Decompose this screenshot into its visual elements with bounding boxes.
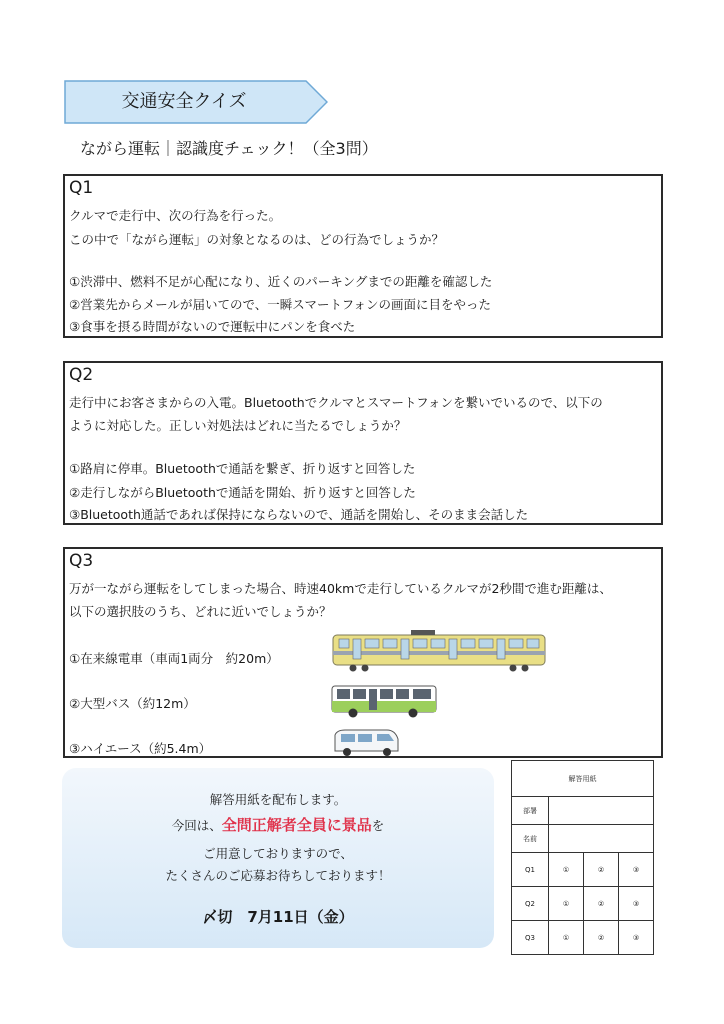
option-3: ③食事を摂る時間がないので運転中にパンを食べた [69, 319, 356, 334]
announcement-line: 解答用紙を配布します。 [209, 792, 347, 807]
question-label: Q3 [69, 551, 94, 571]
question-box-q2 [63, 361, 663, 525]
name-field[interactable] [549, 825, 654, 853]
name-label: 名前 [512, 825, 549, 853]
announcement-line: たくさんのご応募お待ちしております！ [165, 868, 391, 883]
prize-highlight: 全問正解者全員に景品 [221, 816, 372, 834]
question-box-q3 [63, 547, 663, 758]
answer-choice-2[interactable]: ② [584, 853, 619, 887]
train-icon [331, 629, 547, 673]
question-text: 以下の選択肢のうち、どれに近いでしょうか？ [69, 604, 332, 619]
question-text: 走行中にお客さまからの入電。Bluetoothでクルマとスマートフォンを繋いでいるので、以下の [69, 395, 603, 410]
question-text: ように対応した。正しい対処法はどれに当たるでしょうか？ [69, 418, 407, 433]
answer-choice-1[interactable]: ① [549, 921, 584, 955]
answer-row-label: Q3 [512, 921, 549, 955]
title-banner [64, 80, 328, 124]
question-label: Q2 [69, 365, 94, 385]
answer-choice-3[interactable]: ③ [619, 853, 654, 887]
option-1: ①在来線電車（車両1両分 約20m） [69, 651, 279, 666]
option-3: ③Bluetooth通話であれば保持にならないので、通話を開始し、そのまま会話した [69, 507, 529, 522]
answer-row-label: Q2 [512, 887, 549, 921]
announcement-panel [62, 768, 494, 948]
answer-choice-2[interactable]: ② [584, 887, 619, 921]
option-2: ②大型バス（約12m） [69, 696, 196, 711]
answer-choice-1[interactable]: ① [549, 853, 584, 887]
answer-row-label: Q1 [512, 853, 549, 887]
department-label: 部署 [512, 797, 549, 825]
department-field[interactable] [549, 797, 654, 825]
option-1: ①路肩に停車。Bluetoothで通話を繋ぎ、折り返すと回答した [69, 461, 416, 476]
deadline: 〆切 7月11日（金） [202, 908, 354, 926]
announcement-line [62, 814, 494, 835]
option-3: ③ハイエース（約5.4m） [69, 741, 212, 756]
question-text: 万が一ながら運転をしてしまった場合、時速40kmで走行しているクルマが2秒間で進む距離は、 [69, 581, 612, 596]
answer-choice-3[interactable]: ③ [619, 921, 654, 955]
page-title: 交通安全クイズ [121, 91, 247, 112]
question-text: この中で「ながら運転」の対象となるのは、どの行為でしょうか？ [69, 232, 445, 247]
van-icon [331, 727, 401, 757]
answer-sheet-title: 解答用紙 [512, 761, 654, 797]
answer-choice-1[interactable]: ① [549, 887, 584, 921]
answer-choice-3[interactable]: ③ [619, 887, 654, 921]
page-subtitle: ながら運転｜認識度チェック！（全3問） [80, 139, 378, 158]
option-1: ①渋滞中、燃料不足が心配になり、近くのパーキングまでの距離を確認した [69, 274, 493, 289]
announcement-text: を [371, 818, 385, 833]
answer-choice-2[interactable]: ② [584, 921, 619, 955]
question-text: クルマで走行中、次の行為を行った。 [69, 208, 282, 223]
question-label: Q1 [69, 178, 94, 198]
announcement-text: 今回は、 [171, 818, 222, 833]
bus-icon [331, 683, 437, 719]
announcement-line: ご用意しておりますので、 [203, 846, 353, 861]
option-2: ②営業先からメールが届いてので、一瞬スマートフォンの画面に目をやった [69, 297, 491, 312]
option-2: ②走行しながらBluetoothで通話を開始、折り返すと回答した [69, 485, 416, 500]
answer-sheet [511, 760, 654, 955]
question-box-q1 [63, 174, 663, 338]
